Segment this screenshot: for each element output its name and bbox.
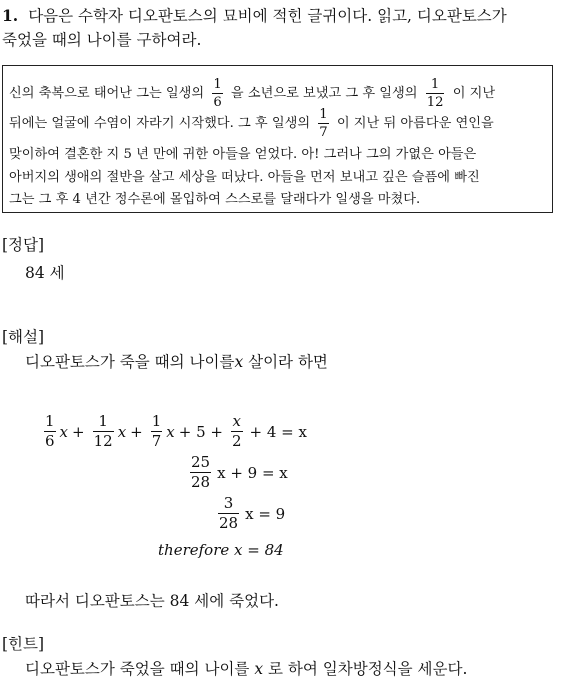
fraction-numerator: 1: [45, 412, 55, 430]
fraction-denominator: 12: [93, 432, 113, 450]
epitaph-box: [2, 65, 553, 213]
fraction-denominator: 6: [45, 432, 55, 450]
epitaph-line-1: [9, 78, 495, 109]
equation-rest: + 4 = x: [249, 422, 307, 441]
question: [2, 4, 570, 52]
fraction: [231, 414, 243, 449]
fraction: [151, 414, 163, 449]
fraction-denominator: 2: [231, 432, 242, 450]
variable-x: x: [234, 353, 244, 371]
fraction-one-seventh: [318, 108, 328, 139]
equation-1: $\frac{1}{6}$ x + $\frac{1}{12}$ x + $\frac{1}{7}$ x + 5 + $\frac{x}{2}$ + 4 = x: [45, 412, 307, 450]
equation-4: therefore x = 84: [158, 541, 284, 559]
question-line-1: [2, 4, 570, 28]
hint-text-part: 디오판토스가 죽었을 때의 나이를: [25, 660, 255, 678]
epitaph-text: 신의 축복으로 태어난 그는 일생의: [9, 86, 205, 102]
hint-label: [힌트]: [2, 635, 45, 653]
fraction: [218, 496, 239, 531]
fraction-numerator: 25: [191, 453, 211, 471]
fraction-denominator: 7: [151, 432, 162, 450]
fraction-denominator: 28: [191, 473, 211, 491]
fraction-denominator: 7: [319, 125, 328, 141]
fraction-denominator: 6: [213, 95, 222, 111]
epitaph-text: 뒤에는 얼굴에 수염이 자라기 시작했다. 그 후 일생의: [9, 116, 311, 132]
question-text-2: 죽었을 때의 나이를 구하여라.: [2, 31, 202, 49]
explanation-text: 살이라 하면: [243, 353, 328, 371]
variable-x: x: [59, 422, 69, 441]
fraction-numerator: 1: [151, 412, 162, 430]
fraction-numerator: 1: [98, 412, 108, 430]
epitaph-line-3: 맞이하여 결혼한 지 5 년 만에 귀한 아들을 얻었다. 아! 그러나 그의 가엾은 아들은: [9, 147, 477, 162]
equation-2: [186, 455, 288, 490]
hint-text: [25, 657, 467, 679]
answer-value: 84 세: [25, 264, 65, 282]
fraction-one-twelfth: [426, 78, 445, 109]
fraction-numerator: 3: [223, 494, 234, 512]
equation-rest: x + 9 = x: [217, 463, 288, 482]
question-text-1: 다음은 수학자 디오판토스의 묘비에 적힌 글귀이다. 읽고, 디오판토스가: [28, 7, 507, 25]
fraction: [44, 414, 56, 449]
equation-rest: x = 9: [245, 504, 286, 523]
fraction-numerator: x: [232, 412, 241, 430]
hint-text-part: 로 하여 일차방정식을 세운다.: [263, 660, 468, 678]
question-number: 1.: [2, 6, 19, 25]
fraction-one-sixth: [212, 78, 222, 109]
variable-x: x: [254, 660, 264, 678]
epitaph-line-4: 아버지의 생애의 절반을 살고 세상을 떠났다. 아들을 먼저 보내고 깊은 슬픔에 빠진: [9, 170, 480, 185]
epitaph-text: 이 지난 뒤 아름다운 연인을: [336, 116, 494, 132]
epitaph-text: 이 지난: [452, 86, 496, 102]
equation-3: [214, 496, 285, 531]
fraction-denominator: 28: [219, 514, 239, 532]
fraction: [190, 455, 211, 490]
epitaph-text: 을 소년으로 보냈고 그 후 일생의: [230, 86, 418, 102]
answer-label: [정답]: [2, 236, 45, 254]
variable-x: x: [166, 422, 175, 441]
fraction: [93, 414, 114, 449]
explanation-conclusion: 따라서 디오판토스는 84 세에 죽었다.: [25, 592, 279, 610]
explanation-intro: [25, 350, 328, 372]
explanation-label: [해설]: [2, 328, 45, 346]
fraction-numerator: 1: [213, 77, 222, 92]
fraction-denominator: 12: [426, 95, 444, 111]
explanation-text: 디오판토스가 죽을 때의 나이를: [25, 353, 235, 371]
epitaph-line-2: [9, 108, 494, 139]
fraction-numerator: 1: [319, 107, 328, 122]
variable-x: x: [117, 422, 127, 441]
fraction-numerator: 1: [430, 77, 440, 92]
epitaph-line-5: 그는 그 후 4 년간 정수론에 몰입하여 스스로를 달래다가 일생을 마쳤다.: [9, 192, 421, 207]
